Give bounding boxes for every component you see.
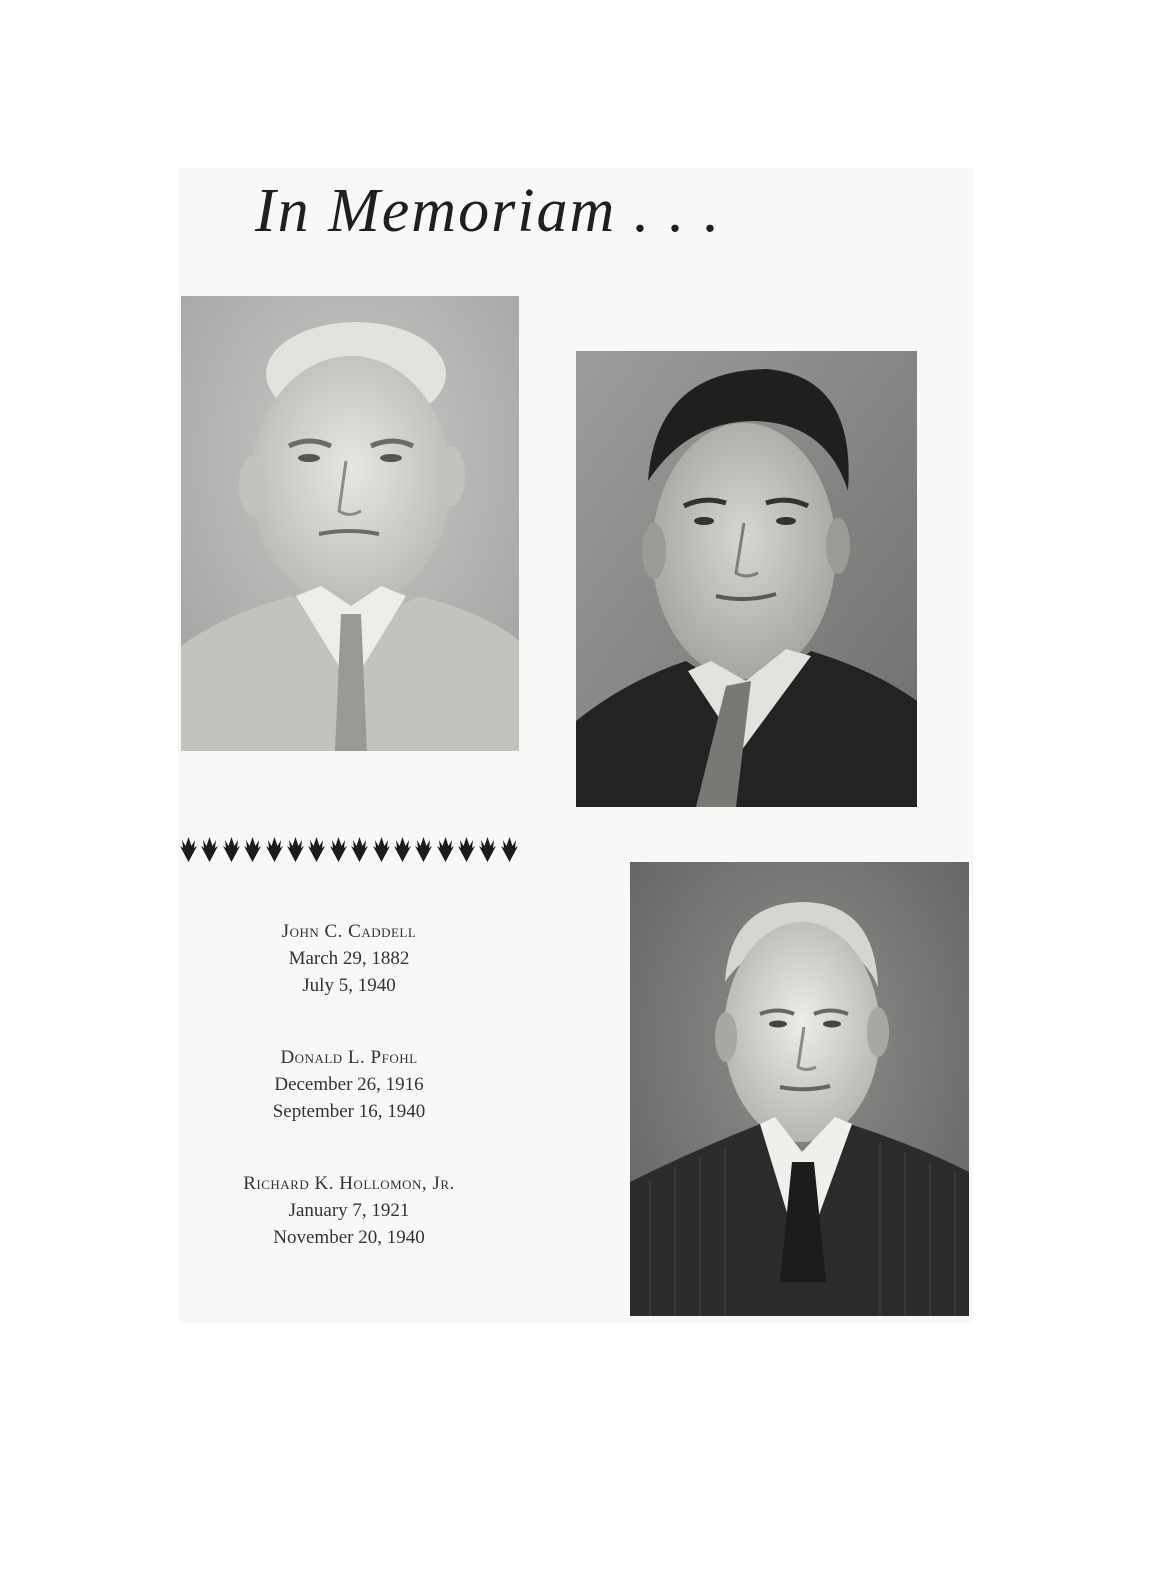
memorial-entry-1 [178,918,520,999]
ornament-fan-icon [435,836,456,862]
ornament-fan-icon [306,836,327,862]
ornament-fan-icon [264,836,285,862]
ornament-band [178,836,520,862]
ornament-fan-icon [456,836,477,862]
ornament-fan-icon [328,836,349,862]
entry-died: July 5, 1940 [302,975,396,996]
ornament-fan-icon [392,836,413,862]
page-title: In Memoriam . . . [255,177,722,245]
entry-born: January 7, 1921 [288,1200,410,1221]
entry-died: September 16, 1940 [272,1101,426,1122]
memorial-entry-2 [178,1044,520,1125]
ornament-fan-icon [477,836,498,862]
entry-name: Richard K. Hollomon, Jr. [243,1173,455,1194]
memorial-list [178,918,520,1296]
portrait-photo-1 [181,296,519,751]
ornament-fan-icon [413,836,434,862]
entry-name: Donald L. Pfohl [280,1047,418,1068]
ornament-fan-icon [371,836,392,862]
entry-name: John C. Caddell [281,921,417,942]
portrait-photo-3 [630,862,969,1316]
ornament-fan-icon [199,836,220,862]
entry-born: March 29, 1882 [288,948,410,969]
ornament-fan-icon [285,836,306,862]
portrait-photo-2 [576,351,917,807]
ornament-fan-icon [349,836,370,862]
entry-died: November 20, 1940 [273,1227,425,1248]
ornament-fan-icon [242,836,263,862]
ornament-fan-icon [499,836,520,862]
memorial-entry-3 [178,1170,520,1251]
entry-born: December 26, 1916 [274,1074,424,1095]
ornament-fan-icon [221,836,242,862]
ornament-fan-icon [178,836,199,862]
